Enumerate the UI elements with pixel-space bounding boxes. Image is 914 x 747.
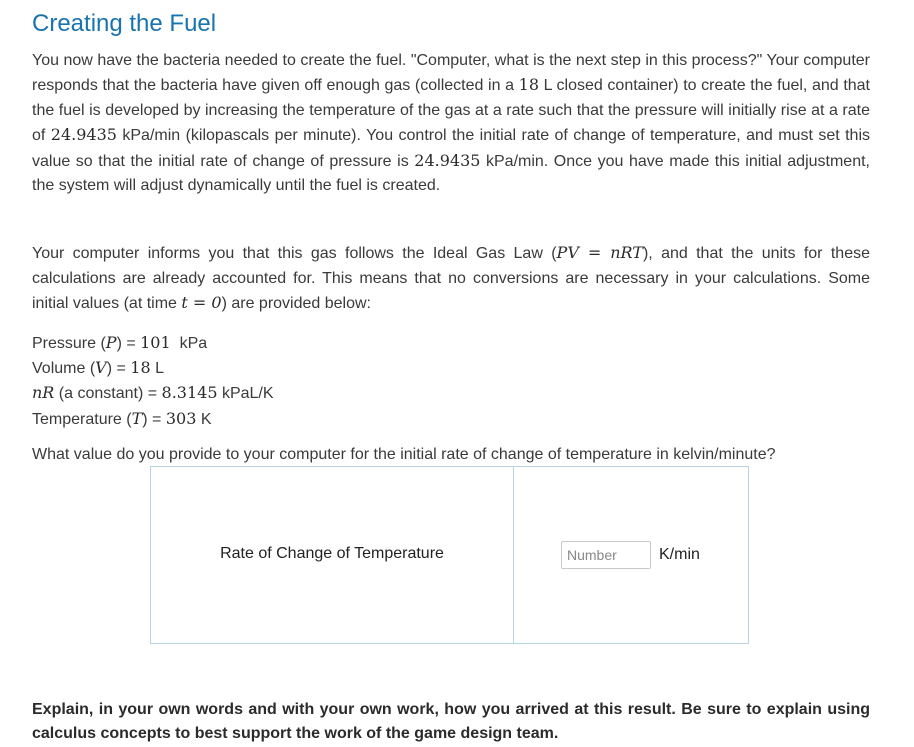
intro-text-1: You now have the bacteria needed to create the fuel. "Computer, what is the next step in this process?" Your computer responds that the bacteria have given off enough gas (collected in a bbox=[32, 52, 870, 95]
value-symbol: P bbox=[105, 332, 117, 352]
value-pressure bbox=[32, 331, 870, 356]
ideal-gas-law: PV = nRT bbox=[556, 243, 643, 263]
value-label: Pressure ( bbox=[32, 334, 106, 352]
info-text-3: ) are provided below: bbox=[221, 295, 371, 313]
intro-pressure-rate-1: 24.9435 bbox=[50, 125, 117, 145]
value-unit: L bbox=[150, 360, 164, 378]
value-label: Volume ( bbox=[32, 360, 96, 378]
value-equals: ) = bbox=[116, 334, 141, 352]
info-text-1: Your computer informs you that this gas follows the Ideal Gas Law ( bbox=[32, 245, 557, 263]
value-symbol: nR bbox=[32, 383, 55, 403]
answer-input-cell bbox=[514, 467, 748, 643]
answer-label: Rate of Change of Temperature bbox=[151, 467, 514, 643]
value-unit: kPaL/K bbox=[217, 385, 274, 403]
value-volume bbox=[32, 356, 870, 381]
value-unit: K bbox=[196, 410, 212, 428]
value-equals: ) = bbox=[106, 360, 131, 378]
intro-volume-value: 18 bbox=[518, 75, 539, 95]
value-number: 101 bbox=[140, 332, 171, 352]
page-title: Creating the Fuel bbox=[32, 10, 217, 37]
explain-prompt: Explain, in your own words and with your own work, how you arrived at this result. Be sure to explain using calculus concepts to best support the work of the game design team. bbox=[32, 701, 870, 743]
info-paragraph bbox=[32, 241, 870, 316]
value-temperature bbox=[32, 407, 870, 432]
intro-pressure-rate-2: 24.9435 bbox=[414, 150, 481, 170]
time-zero: t = 0 bbox=[181, 293, 222, 313]
answer-unit: K/min bbox=[659, 546, 700, 563]
value-number: 18 bbox=[130, 358, 151, 378]
rate-number-input[interactable] bbox=[561, 541, 651, 569]
question-text: What value do you provide to your computer for the initial rate of change of temperature in kelvin/minute? bbox=[32, 446, 776, 464]
value-equals: ) = bbox=[142, 410, 166, 428]
initial-values-list bbox=[32, 331, 870, 433]
value-label: Temperature ( bbox=[32, 410, 132, 428]
value-unit: kPa bbox=[170, 334, 208, 352]
intro-text-2: L closed container) to create the fuel, and that the fuel is developed by increasing the temperature of the gas at a rate such that the pressure will initially rise at a rate of bbox=[32, 77, 871, 145]
intro-text-3: kPa/min (kilopascals per minute). You control the initial rate of change of temperature, and must set this value so that the initial rate of change of pressure is bbox=[32, 127, 870, 170]
value-nr-constant bbox=[32, 381, 870, 406]
value-number: 8.3145 bbox=[161, 383, 218, 403]
info-text-2: ), and that the units for these calculations are already accounted for. This means that no conversions are necessary in your calculations. Some initial values (at time bbox=[32, 245, 870, 313]
answer-table bbox=[150, 466, 749, 644]
intro-text-4: kPa/min. Once you have made this initial adjustment, the system will adjust dynamically until the fuel is created. bbox=[32, 152, 870, 195]
problem-content bbox=[32, 8, 870, 468]
intro-paragraph bbox=[32, 49, 870, 198]
value-number: 303 bbox=[165, 408, 197, 428]
value-equals: (a constant) = bbox=[54, 385, 162, 403]
value-symbol: T bbox=[131, 408, 143, 428]
value-symbol: V bbox=[95, 358, 107, 378]
